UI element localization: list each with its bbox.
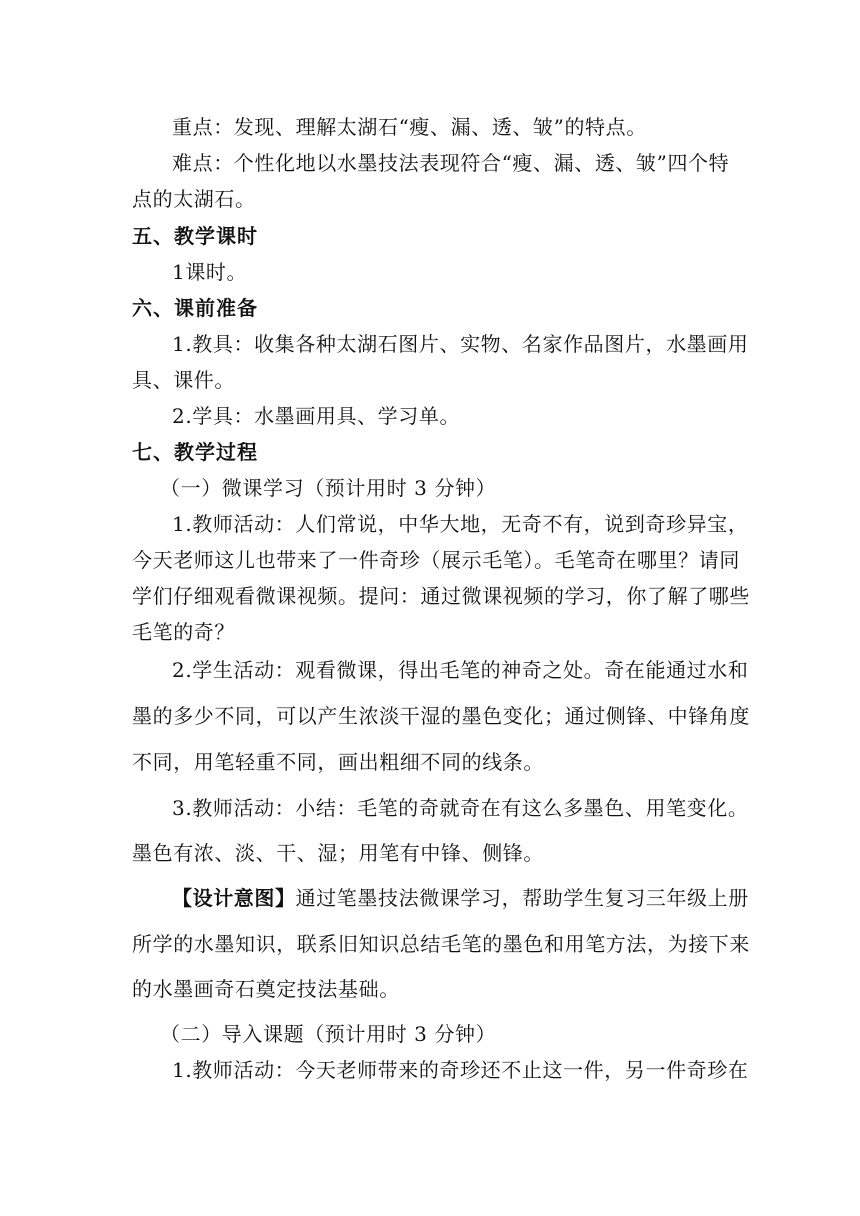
section-heading-class-hours: 五、教学课时	[132, 224, 258, 248]
teaching-aids-line-1: 1.教具：收集各种太湖石图片、实物、名家作品图片，水墨画用	[172, 332, 749, 356]
part1-paragraph3-line-2: 墨色有浓、淡、干、湿；用笔有中锋、侧锋。	[132, 841, 544, 865]
design-intent-label: 【设计意图】	[172, 886, 296, 910]
design-intent-line-1	[172, 885, 792, 911]
key-point-text: 重点：发现、理解太湖石“瘦、漏、透、皱”的特点。	[172, 115, 647, 139]
part2-paragraph1-line-1: 1.教师活动：今天老师带来的奇珍还不止这一件，另一件奇珍在	[172, 1058, 749, 1082]
part1-paragraph2-line-3: 不同，用笔轻重不同，画出粗细不同的线条。	[132, 750, 544, 774]
part1-paragraph3-line-1: 3.教师活动：小结：毛笔的奇就奇在有这么多墨色、用笔变化。	[172, 796, 749, 820]
design-intent-line-2: 所学的水墨知识，联系旧知识总结毛笔的墨色和用笔方法，为接下来	[132, 932, 750, 956]
teaching-aids-line-2: 具、课件。	[132, 368, 235, 392]
part1-paragraph2-line-1: 2.学生活动：观看微课，得出毛笔的神奇之处。奇在能通过水和	[172, 658, 749, 682]
learning-aids-text: 2.学具：水墨画用具、学习单。	[172, 404, 461, 428]
design-intent-line-1-text: 通过笔墨技法微课学习，帮助学生复习三年级上册	[295, 886, 749, 910]
part1-paragraph1-line-1: 1.教师活动：人们常说，中华大地，无奇不有，说到奇珍异宝，	[172, 512, 749, 536]
part2-title: （二）导入课题（预计用时 3 分钟）	[160, 1022, 497, 1046]
design-intent-line-3: 的水墨画奇石奠定技法基础。	[132, 977, 400, 1001]
difficulty-text-line-1: 难点：个性化地以水墨技法表现符合“瘦、漏、透、皱”四个特	[172, 151, 730, 175]
part1-paragraph2-line-2: 墨的多少不同，可以产生浓淡干湿的墨色变化；通过侧锋、中锋角度	[132, 704, 750, 728]
part1-paragraph1-line-2: 今天老师这儿也带来了一件奇珍（展示毛笔）。毛笔奇在哪里？请同	[132, 548, 740, 572]
difficulty-text-line-2: 点的太湖石。	[132, 187, 256, 211]
part1-paragraph1-line-4: 毛笔的奇？	[132, 620, 235, 644]
section-heading-process: 七、教学过程	[132, 440, 258, 464]
part1-paragraph1-line-3: 学们仔细观看微课视频。提问：通过微课视频的学习，你了解了哪些	[132, 584, 750, 608]
class-hours-text: 1课时。	[172, 260, 248, 284]
section-heading-preparation: 六、课前准备	[132, 296, 258, 320]
part1-title: （一）微课学习（预计用时 3 分钟）	[160, 476, 497, 500]
